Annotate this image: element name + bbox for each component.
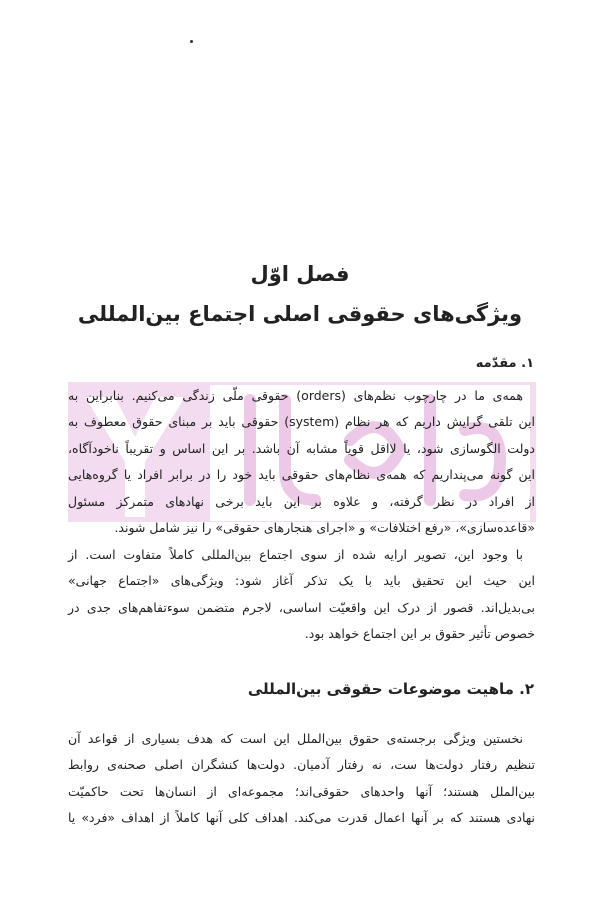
section-heading: ۲. ماهیت موضوعات حقوقی بین‌المللی — [247, 680, 534, 698]
text-line: بین‌الملل هستند؛ آنها واحدهای حقوقی‌اند؛ مجموعه‌ای از انسان‌ها تحت حاکمیّت — [68, 784, 535, 799]
section-heading: ۱. مقدّمه — [475, 356, 534, 371]
chapter-title: ویژگی‌های حقوقی اصلی اجتماع بین‌المللی — [77, 302, 523, 326]
text-line: از افراد در نظر گرفته، و علاوه بر این باید برخی نهادهای متمرکز مسئول — [68, 494, 535, 509]
text-line: تنظیم رفتار دولت‌ها ست، نه رفتار آدمیان. دولت‌ها کنشگران اصلی صحنه‌ی روابط — [68, 757, 535, 772]
text-line: خصوص تأثیر حقوق بر این اجتماع خواهد بود. — [304, 626, 535, 641]
text-line: این حیث این تحقیق باید با یک تذکر آغاز شود: ویژگی‌های «اجتماع جهانی» — [68, 573, 535, 588]
text-line: «قاعده‌سازی»، «رفع اختلافات» و «اجرای هنجارهای حقوقی» را نیز شامل شوند. — [114, 520, 535, 535]
text-line: با وجود این، تصویر ارایه شده از سوی اجتماع بین‌المللی کاملاً متفاوت است. از — [68, 547, 523, 562]
text-line: دولت الگوسازی شود، یا لااقل قویاً مشابه آن باشد. بر این اساس و تقریباً ناخودآگاه، — [68, 441, 535, 456]
text-line: همه‌ی ما در چارچوب نظم‌های (orders) حقوقی ملّی زندگی می‌کنیم. بنابراین به — [68, 388, 523, 403]
text-line: نهادی هستند که بر آنها اعمال قدرت می‌کند. اهداف کلی آنها کاملاً از اهداف «فرد» یا — [68, 810, 535, 825]
text-line: بی‌بدیل‌اند. قصور از درک این واقعیّت اساسی، لاجرم متضمن سوءتفاهم‌های جدی در — [68, 600, 535, 615]
chapter-label: فصل اوّل — [250, 262, 350, 286]
text-line: این تلقی گرایش داریم که هر نظام (system) حقوقی باید بر مبنای حقوق معطوف به — [68, 414, 535, 429]
stray-mark — [190, 40, 193, 43]
text-line: نخستین ویژگی برجسته‌ی حقوق بین‌الملل این است که هدف بسیاری از قواعد آن — [68, 731, 523, 746]
text-line: این گونه می‌پنداریم که همه‌ی نظام‌های حقوقی باید خود را در برابر افراد یا گروه‌هایی — [68, 467, 535, 482]
